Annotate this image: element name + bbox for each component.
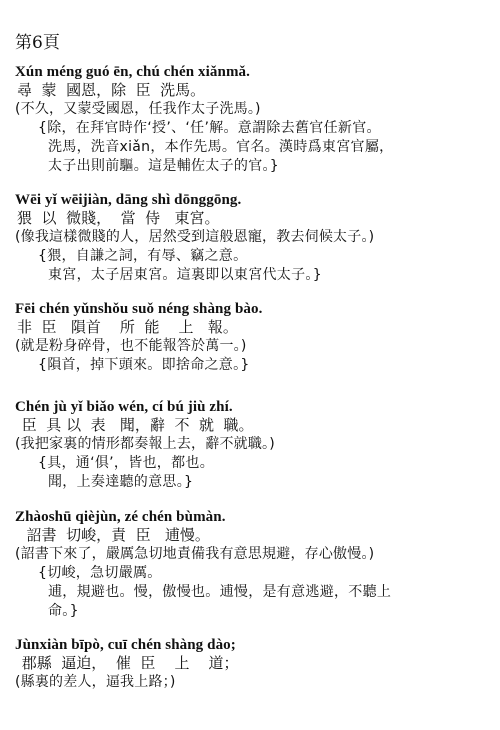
verse-hanzi: 非 臣 隕首 所 能 上 報。 — [17, 318, 238, 336]
verse-notes — [15, 564, 488, 621]
verse-pinyin: Wēi yǐ wēijiàn, dāng shì dōnggōng. — [15, 192, 242, 208]
verse-notes — [15, 356, 488, 375]
note-line: 逋，規避也。慢，傲慢也。逋慢，是有意逃避，不聽上 — [48, 584, 392, 600]
note-line: 東宮，太子居東宮。這裏即以東宮代太子。} — [48, 267, 322, 283]
verse-pinyin: Xún méng guó ēn, chú chén xiǎnmǎ. — [15, 64, 251, 80]
verse-notes — [15, 454, 488, 492]
verse-hanzi: 臣 具 以 表 聞，辭 不 就 職。 — [17, 416, 254, 434]
note-line: {除，在拜官時作‘授’、‘任’解。意謂除去舊官任新官。 — [38, 120, 381, 136]
note-line: 聞，上奏達聽的意思。} — [48, 474, 194, 490]
note-line: {切峻，急切嚴厲。 — [38, 565, 162, 581]
verse-translation: (就是粉身碎骨，也不能報答於萬一。) — [15, 338, 247, 354]
verse-pinyin: Zhàoshū qièjùn, zé chén bùmàn. — [15, 509, 226, 525]
verse-notes — [15, 247, 488, 285]
note-line: 太子出則前驅。這是輔佐太子的官。} — [48, 158, 280, 174]
note-line: 命。} — [48, 603, 79, 619]
note-line: 洗馬，洗音xiǎn，本作先馬。官名。漢時爲東宮官屬， — [48, 139, 394, 155]
verse-translation: (像我這樣微賤的人，居然受到這般恩寵，教去伺候太子。) — [15, 229, 375, 245]
verse-translation: (縣裏的差人，逼我上路；) — [15, 674, 176, 690]
note-line: {隕首，掉下頭來。即捨命之意。} — [38, 357, 250, 373]
verse-pinyin: Fēi chén yǔnshǒu suǒ néng shàng bào. — [15, 301, 263, 317]
verse-translation: (不久，又蒙受國恩，任我作太子洗馬。) — [15, 101, 261, 117]
verse-pinyin: Jùnxiàn bīpò, cuī chén shàng dào; — [15, 637, 236, 653]
verse-notes — [15, 119, 488, 176]
verse-pinyin: Chén jù yǐ biǎo wén, cí bú jiù zhí. — [15, 399, 233, 415]
verse-block — [15, 300, 488, 375]
verse-hanzi: 詔書 切峻，責 臣 逋慢。 — [17, 526, 210, 544]
note-line: {具，通‘俱’，皆也，都也。 — [38, 455, 215, 471]
verse-hanzi: 郡縣 逼迫， 催 臣 上 道； — [17, 654, 239, 672]
note-line: {猥，自謙之詞，有辱、竊之意。 — [38, 248, 248, 264]
verse-block — [15, 508, 488, 621]
verse-translation: (我把家裏的情形都奏報上去，辭不就職。) — [15, 436, 275, 452]
page-number: 第6頁 — [15, 33, 60, 53]
verse-hanzi: 尋 蒙 國恩，除 臣 洗馬。 — [17, 81, 206, 99]
verse-translation: (詔書下來了，嚴厲急切地責備我有意思規避，存心傲慢。) — [15, 546, 375, 562]
verse-block — [15, 636, 488, 692]
verse-block — [15, 398, 488, 492]
verse-block — [15, 63, 488, 176]
verse-hanzi: 猥 以 微賤， 當 侍 東宮。 — [17, 209, 220, 227]
verse-block — [15, 191, 488, 285]
